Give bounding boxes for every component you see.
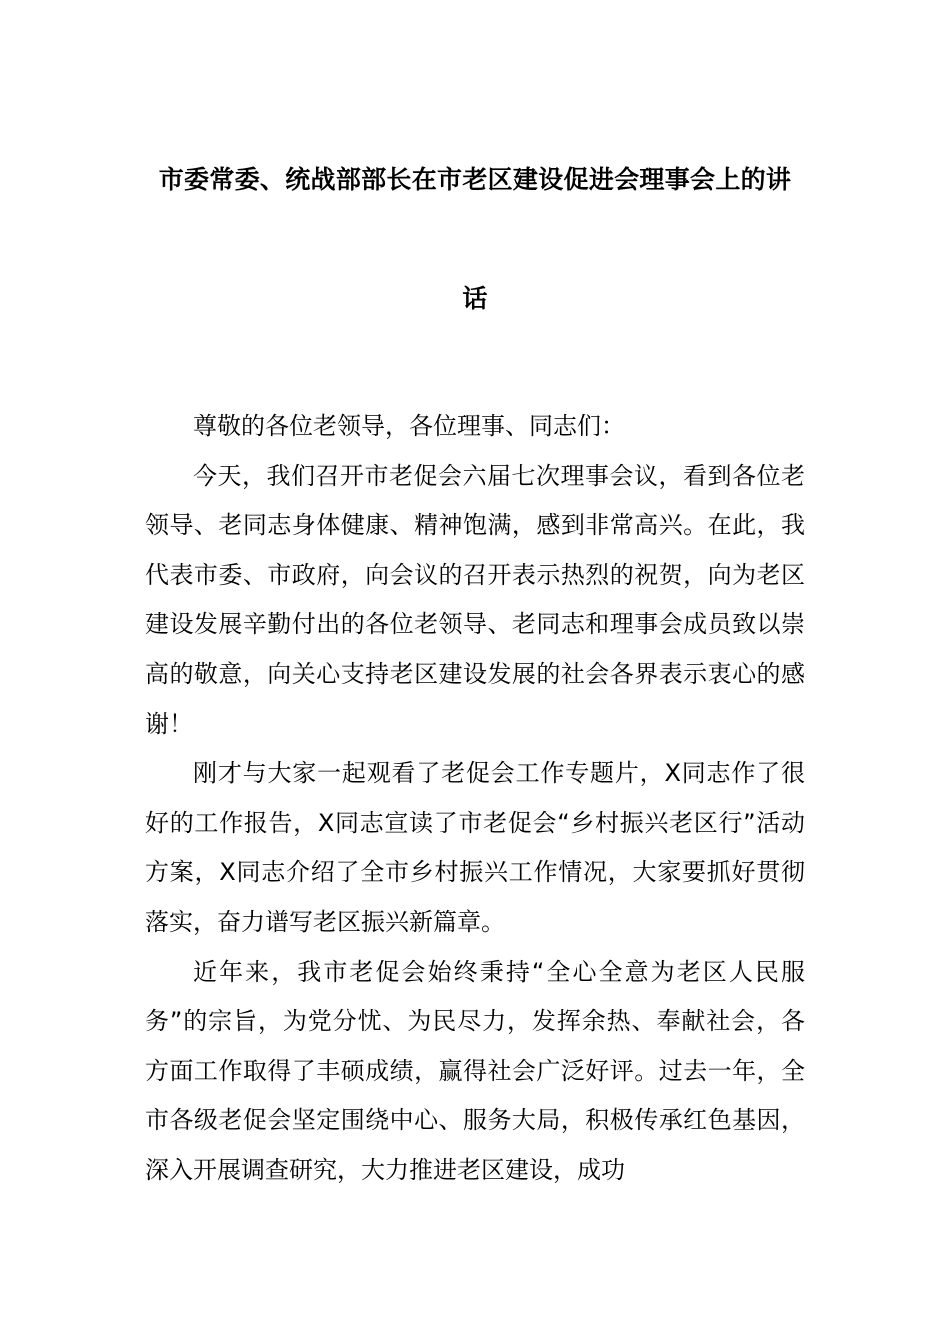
document-body (145, 402, 805, 1196)
body-paragraph-1: 今天，我们召开市老促会六届七次理事会议，看到各位老领导、老同志身体健康、精神饱满，感到非常高兴。在此，我代表市委、市政府，向会议的召开表示热烈的祝贺，向为老区建设发展辛勤付出的各位老领导、老同志和理事会成员致以崇高的敬意，向关心支持老区建设发展的社会各界表示衷心的感谢！ (145, 461, 805, 738)
salutation-paragraph: 尊敬的各位老领导，各位理事、同志们： (193, 412, 625, 440)
body-paragraph-2: 刚才与大家一起观看了老促会工作专题片，X同志作了很好的工作报告，X同志宣读了市老促会“乡村振兴老区行”活动方案，X同志介绍了全市乡村振兴工作情况，大家要抓好贯彻落实，奋力谱写老区振兴新篇章。 (145, 759, 805, 936)
document-title-line-2: 话 (462, 284, 488, 313)
document-title-line-1: 市委常委、统战部部长在市老区建设促进会理事会上的讲 (158, 165, 792, 194)
body-paragraph-3: 近年来，我市老促会始终秉持“全心全意为老区人民服务”的宗旨，为党分忧、为民尽力，发挥余热、奉献社会，各方面工作取得了丰硕成绩，赢得社会广泛好评。过去一年，全市各级老促会坚定围绕中心、服务大局，积极传承红色基因，深入开展调查研究，大力推进老区建设，成功 (145, 957, 805, 1184)
